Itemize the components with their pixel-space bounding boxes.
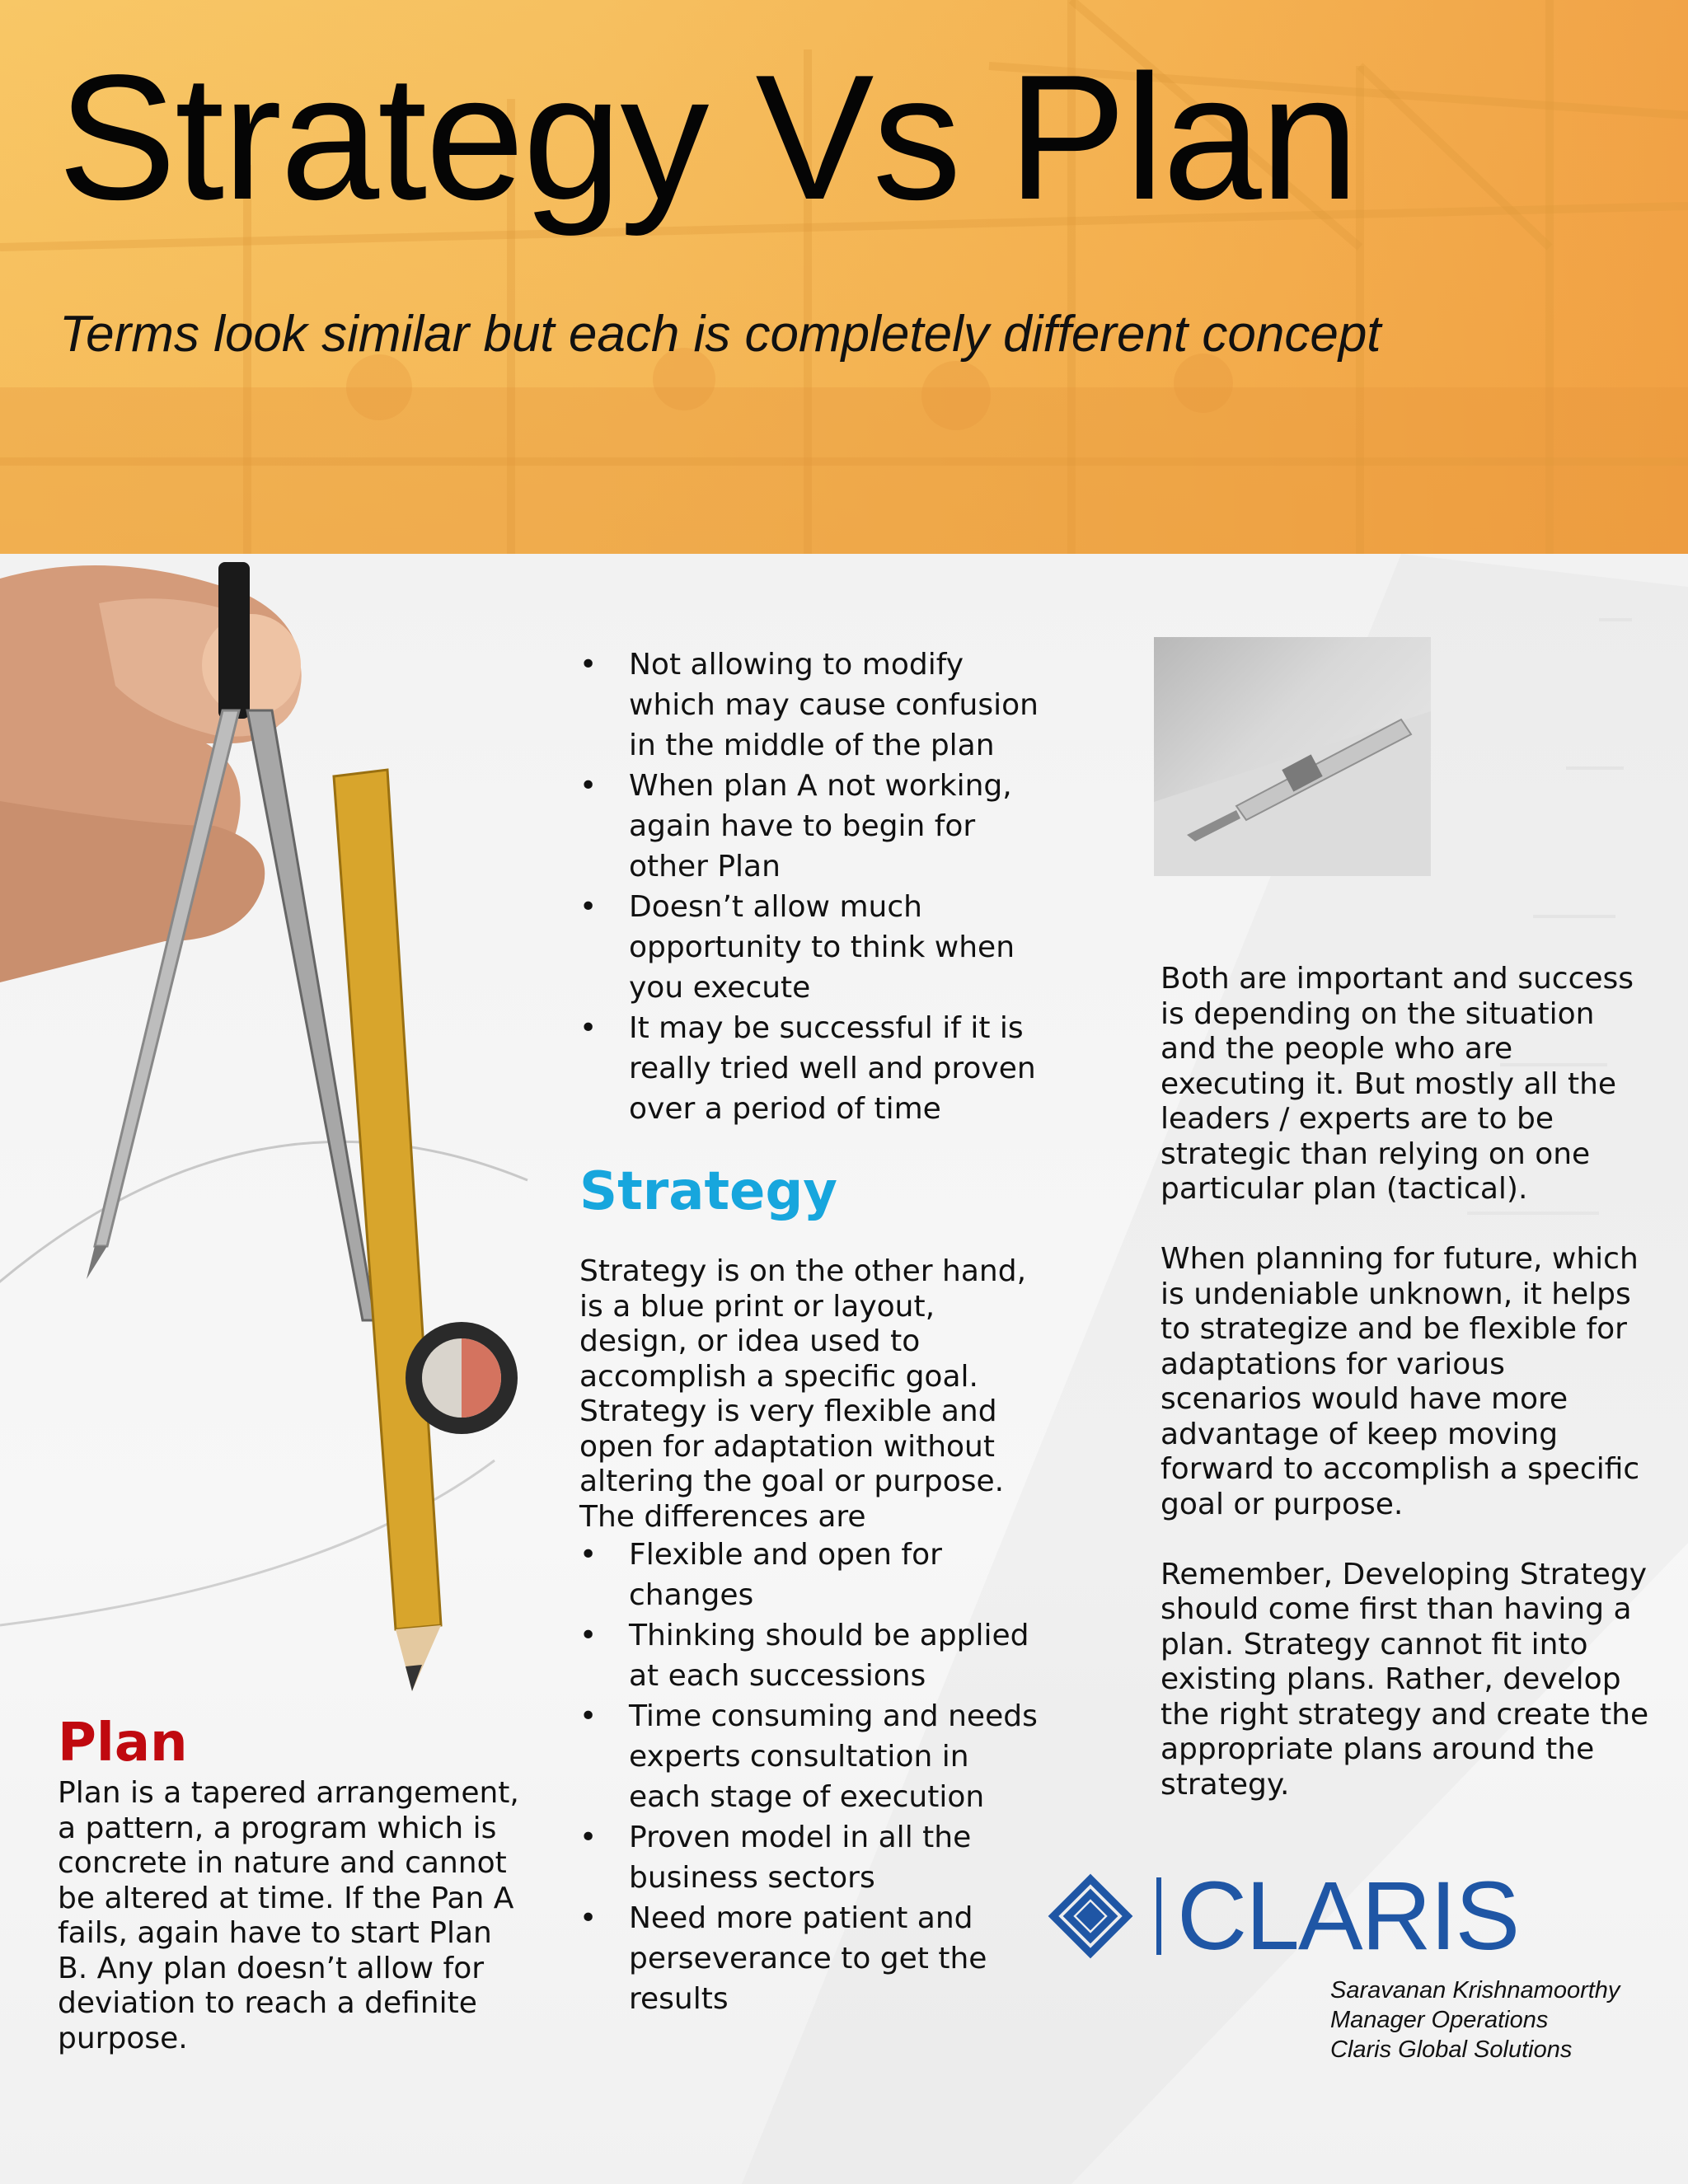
author-role: Manager Operations: [1330, 2007, 1549, 2033]
list-item: • Not allowing to modify which may cause confusion in the middle of the plan: [579, 644, 1041, 766]
conclusion-paragraph: When planning for future, which is undeniable unknown, it helps to strategize and be flexible for adaptations for various scenarios would have more advantage of keep moving forward to accomplish a specific goal or purpose.: [1160, 1242, 1640, 1521]
strategy-heading: Strategy: [579, 1161, 837, 1222]
craft-knife-photo: [1154, 637, 1431, 876]
author-block: [1330, 1975, 1620, 2064]
plan-paragraph: Plan is a tapered arrangement, a pattern, a program which is concrete in nature and cannot be altered at time. If the Pan A fails, again have to start Plan B. Any plan doesn’t allow for deviation to reach a definite purpose.: [58, 1776, 519, 2055]
conclusion-paragraph: Both are important and success is depending on the situation and the people who are executing it. But mostly all the leaders / experts are to be strategic than relying on one particular plan (tactical).: [1160, 962, 1634, 1206]
list-item: • Doesn’t allow much opportunity to think when you execute: [579, 887, 1041, 1008]
list-item: • Thinking should be applied at each successions: [579, 1615, 1041, 1696]
strategy-paragraph: Strategy is on the other hand, is a blue print or layout, design, or idea used to accomplish a specific goal. Strategy is very flexible and open for adaptation without altering the goal or purpose. The differences are: [579, 1254, 1027, 1534]
list-item: • Need more patient and perseverance to get the results: [579, 1898, 1041, 2019]
hand-illustration: [0, 565, 302, 982]
list-item: • When plan A not working, again have to begin for other Plan: [579, 766, 1041, 887]
middle-column: [579, 644, 1041, 2019]
author-company: Claris Global Solutions: [1330, 2036, 1573, 2063]
page-subtitle: Terms look similar but each is completely different concept: [59, 306, 1381, 363]
right-column: [1160, 962, 1655, 1838]
plan-heading: Plan: [58, 1713, 188, 1774]
craft-knife-illustration: [1154, 637, 1431, 876]
header-banner: [0, 0, 1688, 554]
claris-diamond-icon: [1045, 1871, 1169, 1961]
page-title: Strategy Vs Plan: [58, 37, 1357, 237]
plan-drawbacks-list: [579, 644, 1041, 1129]
compass-arc: [0, 1141, 528, 1296]
claris-logo: [1045, 1862, 1523, 1971]
author-name: Saravanan Krishnamoorthy: [1330, 1977, 1620, 2004]
list-item: • Time consuming and needs experts consultation in each stage of execution: [579, 1696, 1041, 1817]
list-item: • Flexible and open for changes: [579, 1535, 1041, 1615]
plan-section: [58, 1710, 519, 2056]
list-item: • Proven model in all the business sectors: [579, 1817, 1041, 1898]
list-item: • It may be successful if it is really tried well and proven over a period of time: [579, 1008, 1041, 1129]
claris-wordmark: CLARIS: [1177, 1862, 1519, 1971]
strategy-differences-list: [579, 1535, 1041, 2019]
conclusion-paragraph: Remember, Developing Strategy should come first than having a plan. Strategy cannot fit into existing plans. Rather, develop the right strategy and create the appropriate plans around the strategy.: [1160, 1557, 1649, 1802]
